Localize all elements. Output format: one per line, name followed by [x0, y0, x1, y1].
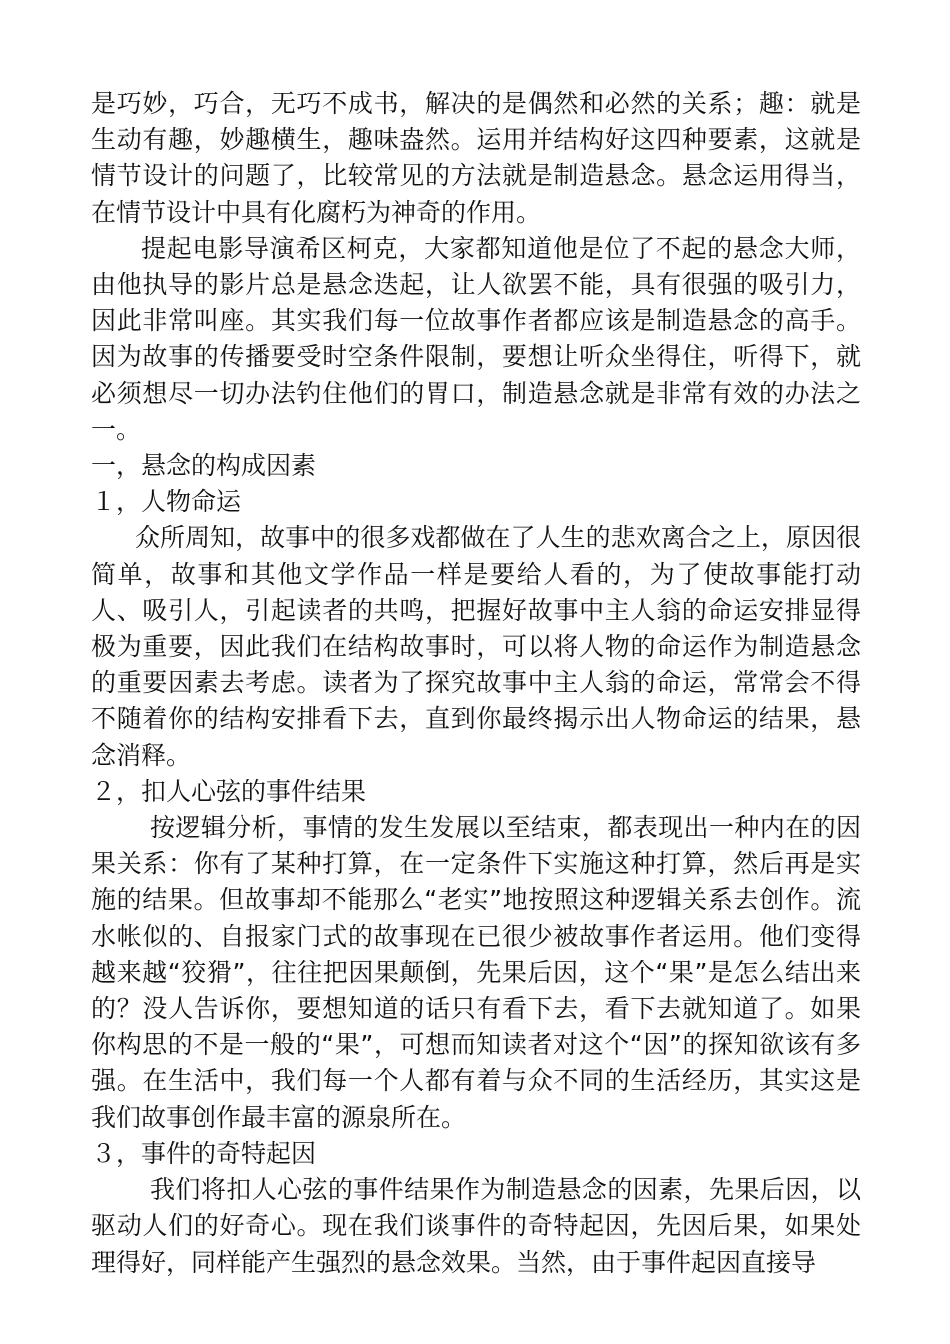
- section-heading-suspense-factors: 一，悬念的构成因素: [91, 451, 317, 481]
- paragraph-event-cause: 我们将扣人心弦的事件结果作为制造悬念的因素，先果后因，以驱动人们的好奇心。现在我们谈事件的奇特起因，先因后果，如果处理得好，同样能产生强烈的悬念效果。当然，由于事件起因直接导: [91, 1175, 861, 1277]
- subheading-event-cause: ３，事件的奇特起因: [91, 1138, 317, 1168]
- paragraph-event-result: 按逻辑分析，事情的发生发展以至结束，都表现出一种内在的因果关系：你有了某种打算，在一定条件下实施这种打算，然后再是实施的结果。但故事却不能那么“老实”地按照这种逻辑关系去创作。流水帐似的、自报家门式的故事现在已很少被故事作者运用。他们变得越来越“狡猾”，往往把因果颠倒，先果后因，这个“果”是怎么结出来的？没人告诉你，要想知道的话只有看下去，看下去就知道了。如果你构思的不是一般的“果”，可想而知读者对这个“因”的探知欲该有多强。在生活中，我们每一个人都有着与众不同的生活经历，其实这是我们故事创作最丰富的源泉所在。: [91, 813, 861, 1132]
- subheading-event-result: ２，扣人心弦的事件结果: [91, 776, 367, 806]
- paragraph-character-fate: 众所周知，故事中的很多戏都做在了人生的悲欢离合之上，原因很简单，故事和其他文学作品一样是要给人看的，为了使故事能打动人、吸引人，引起读者的共鸣，把握好故事中主人翁的命运安排显得极为重要，因此我们在结构故事时，可以将人物的命运作为制造悬念的重要因素去考虑。读者为了探究故事中主人翁的命运，常常会不得不随着你的结构安排看下去，直到你最终揭示出人物命运的结果，悬念消释。: [91, 523, 861, 770]
- paragraph-hitchcock: 提起电影导演希区柯克，大家都知道他是位了不起的悬念大师，由他执导的影片总是悬念迭起，让人欲罢不能，具有很强的吸引力，因此非常叫座。其实我们每一位故事作者都应该是制造悬念的高手。因为故事的传播要受时空条件限制，要想让听众坐得住，听得下，就必须想尽一切办法钓住他们的胃口，制造悬念就是非常有效的办法之一。: [91, 233, 861, 444]
- subheading-character-fate: １，人物命运: [91, 487, 242, 517]
- paragraph-intro: 是巧妙，巧合，无巧不成书，解决的是偶然和必然的关系；趣：就是生动有趣，妙趣横生，趣味盎然。运用并结构好这四种要素，这就是情节设计的问题了，比较常见的方法就是制造悬念。悬念运用得当，在情节设计中具有化腐朽为神奇的作用。: [91, 89, 861, 227]
- document-body: [91, 86, 861, 1281]
